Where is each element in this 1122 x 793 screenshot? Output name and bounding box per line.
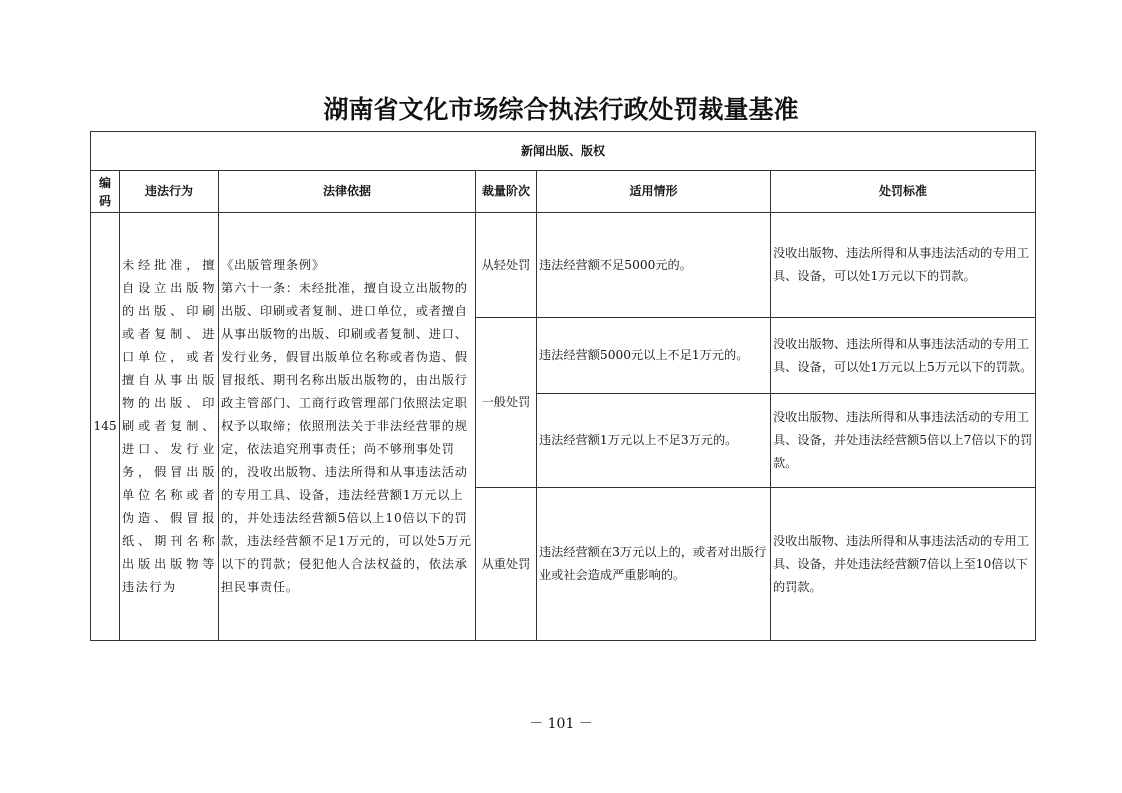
situation-lenient: 违法经营额不足5000元的。	[537, 213, 771, 318]
legal-basis	[219, 213, 476, 641]
law-text: 第六十一条：未经批准，擅自设立出版物的出版、印刷或者复制、进口单位，或者擅自从事出版物的出版、印刷或者复制、进口、发行业务，假冒出版单位名称或者伪造、假冒报纸、期刊名称出版出版物的，由出版行政主管部门、工商行政管理部门依照法定职权予以取缔；依照刑法关于非法经营罪的规定，依法追究刑事责任；尚不够刑事处罚的，没收出版物、违法所得和从事违法活动的专用工具、设备，违法经营额1万元以上的，并处违法经营额5倍以上10倍以下的罚款，违法经营额不足1万元的，可以处5万元以下的罚款；侵犯他人合法权益的，依法承担民事责任。	[221, 281, 472, 594]
table-row	[91, 213, 1036, 318]
standard-lenient: 没收出版物、违法所得和从事违法活动的专用工具、设备，可以处1万元以下的罚款。	[771, 213, 1036, 318]
document-title: 湖南省文化市场综合执法行政处罚裁量基准	[323, 95, 799, 124]
situation-general-2: 违法经营额1万元以上不足3万元的。	[537, 394, 771, 488]
level-general: 一般处罚	[476, 318, 537, 488]
level-lenient: 从轻处罚	[476, 213, 537, 318]
header-code-text: 编码	[98, 175, 111, 208]
standard-general-2: 没收出版物、违法所得和从事违法活动的专用工具、设备，并处违法经营额5倍以上7倍以下的罚款。	[771, 394, 1036, 488]
situation-general-1: 违法经营额5000元以上不足1万元的。	[537, 318, 771, 394]
header-code	[91, 171, 120, 213]
standard-severe: 没收出版物、违法所得和从事违法活动的专用工具、设备，并处违法经营额7倍以上至10倍以下的罚款。	[771, 488, 1036, 641]
header-row	[91, 171, 1036, 213]
header-standard: 处罚标准	[771, 171, 1036, 213]
header-level: 裁量阶次	[476, 171, 537, 213]
level-severe: 从重处罚	[476, 488, 537, 641]
situation-severe: 违法经营额在3万元以上的，或者对出版行业或社会造成严重影响的。	[537, 488, 771, 641]
penalty-table	[90, 131, 1036, 641]
section-heading: 新闻出版、版权	[91, 132, 1036, 171]
header-law: 法律依据	[219, 171, 476, 213]
entry-code: 145	[91, 213, 120, 641]
standard-general-1: 没收出版物、违法所得和从事违法活动的专用工具、设备，可以处1万元以上5万元以下的罚款。	[771, 318, 1036, 394]
header-act: 违法行为	[120, 171, 219, 213]
page-number: － 101 －	[529, 716, 593, 732]
header-situation: 适用情形	[537, 171, 771, 213]
violation-act: 未经批准，擅自设立出版物的出版、印刷或者复制、进口单位，或者擅自从事出版物的出版、印刷或者复制、进口、发行业务，假冒出版单位名称或者伪造、假冒报纸、期刊名称出版出版物等违法行为	[120, 213, 219, 641]
law-title: 《出版管理条例》	[221, 258, 325, 272]
